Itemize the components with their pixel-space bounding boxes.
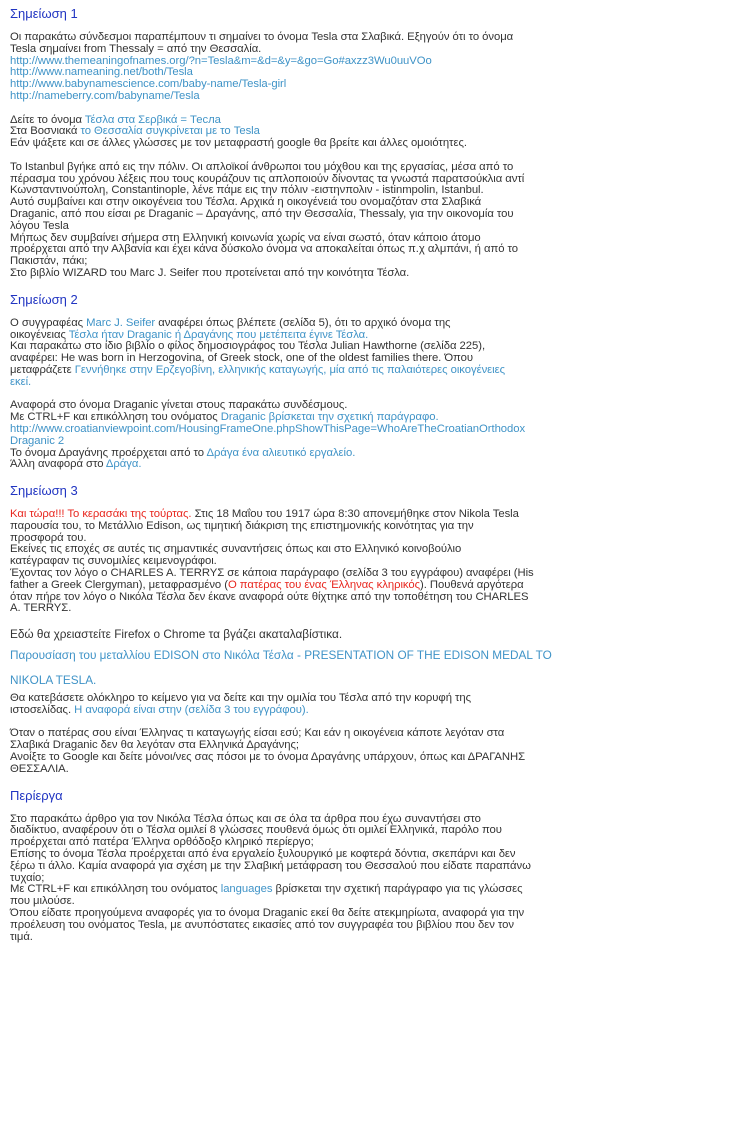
paragraph-line: Σλαβικά Draganic δεν θα λεγόταν στα Ελληνικά Δραγάνης; <box>10 739 299 752</box>
text-span: Με CTRL+F και επικόλληση του ονόματος <box>10 883 221 896</box>
paragraph-line: λόγου Tesla <box>10 219 69 232</box>
text-span: αναφέρει όπως βλέπετε (σελίδα 5), ότι το αρχικό όνομα της <box>155 316 451 329</box>
text-span: ). Πουθενά αργότερα <box>420 578 524 591</box>
paragraph-line: Κωνσταντινούπολη, Constantinople, λένε πάμε εις την πόλιν -ειστηνπολιν - istinmpolin, Istanbul. <box>10 184 484 197</box>
text-span: Δείτε το όνομα <box>10 113 85 126</box>
text-span: μεταφράζετε <box>10 363 75 376</box>
text-span: οικογένειας <box>10 328 69 341</box>
paragraph-line: ΘΕΣΣΑΛΙΑ. <box>10 762 69 775</box>
link-nameberry[interactable]: http://nameberry.com/babyname/Tesla <box>10 89 200 102</box>
text-span: father a Greek Clergyman), μεταφρασμένο ( <box>10 578 228 591</box>
link-born-herzegovina[interactable]: Γεννήθηκε στην Ερζεγοβίνη, ελληνικής καταγωγής, μία από τις παλαιότερες οικογένειες <box>74 363 505 376</box>
paragraph-line: Αυτό συμβαίνει και στην οικογένεια του Τέσλα. Αρχικά η οικογένειά του ονομαζόταν στα Σλαβικά <box>10 196 482 209</box>
text-span: Ο συγγραφέας <box>10 316 87 329</box>
paragraph-line: Tesla σημαίνει from Thessaly = από την Θεσσαλία. <box>10 42 262 55</box>
paragraph-line: πέρασμα του χρόνου λέξεις που τους κουράζουν τις απλοποιούν δίνοντας τα γνωστά παρατσούκλια αντί <box>10 172 525 185</box>
paragraph-line: κατέγραφαν τις συνομιλίες κειμενογράφοι. <box>10 555 217 568</box>
link-themeaningofnames[interactable]: http://www.themeaningofnames.org/?n=Tesla&m=&d=&y=&go=Go#axzz3Wu0uuVOo <box>10 54 432 67</box>
paragraph-line <box>10 365 726 377</box>
paragraph-line <box>10 580 726 592</box>
link-edison-medal-cont[interactable]: NIKOLA TESLA. <box>10 673 97 688</box>
paragraph-line: που μιλούσε. <box>10 895 75 908</box>
link-edison-medal[interactable]: Παρουσίαση του μεταλλίου EDISON στο Νικόλα Τέσλα - PRESENTATION OF THE EDISON MEDAL TO <box>10 648 552 663</box>
link-born-herzegovina-cont[interactable]: εκεί. <box>10 375 32 388</box>
text-span: Στα Βοσνιακά <box>10 125 81 138</box>
paragraph-line: Draganic, από που είσαι ρε Draganic – Δραγάνης, από την Θεσσαλία, Thessaly, για την οικονομία του <box>10 207 514 220</box>
link-marc-seifer[interactable]: Marc J. Seifer <box>86 316 156 329</box>
paragraph-line: Εδώ θα χρειαστείτε Firefox ο Chrome τα βγάζει ακαταλαβίστικα. <box>10 627 343 642</box>
link-draga-tool[interactable]: Δράγα ένα αλιευτικό εργαλείο. <box>206 446 356 459</box>
link-draganic-2[interactable]: Draganic 2 <box>10 434 65 447</box>
link-nameaning[interactable]: http://www.nameaning.net/both/Tesla <box>10 66 193 79</box>
paragraph-line: προέρχεται από την Αλβανία και έχει κάνα δύσκολο όνομα να αποκαλείται όπως π.χ αλμπάνι, ή από το <box>10 243 519 256</box>
paragraph-line: Εκείνες τις εποχές σε αυτές τις σημαντικές συναντήσεις όπως και στο Ελληνικό κοινοβούλιο <box>10 543 462 556</box>
section-heading-curious: Περίεργα <box>10 787 63 803</box>
text-span: ιστοσελίδας. <box>10 703 75 716</box>
link-draganic-paragraph[interactable]: Draganic βρίσκεται την σχετική παράγραφο. <box>220 411 439 424</box>
paragraph-line: παρουσία του, το Μετάλλιο Edison, ως τιμητική διάκριση της επιστημονικής κοινότητας για την <box>10 519 474 532</box>
link-languages[interactable]: languages <box>220 883 273 896</box>
link-draga[interactable]: Δράγα. <box>105 458 142 471</box>
text-span: Άλλη αναφορά στο <box>10 458 106 471</box>
link-babynamescience[interactable]: http://www.babynamescience.com/baby-name/Tesla-girl <box>10 78 287 91</box>
paragraph-line: Μήπως δεν συμβαίνει σήμερα στη Ελληνική κοινωνία χωρίς να είναι σωστό, όταν κάποιο άτομο <box>10 231 481 244</box>
link-croatianviewpoint[interactable]: http://www.croatianviewpoint.com/HousingFrameOne.phpShowThisPage=WhoAreTheCroatianOrthodox <box>10 422 526 435</box>
paragraph-line: προέλευση του ονόματος Tesla, με ανυπόστατες εικασίες από τον συγγραφέα του βιβλίου που δεν τον <box>10 918 515 931</box>
paragraph-line: Πακιστάν, πάκι; <box>10 255 88 268</box>
link-tesla-serbian[interactable]: Τέσλα στα Σερβικά = Тесла <box>84 113 221 126</box>
paragraph-line: Επίσης το όνομα Τέσλα προέρχεται από ένα εργαλείο ξυλουργικό με κοφτερά δόντια, σκεπάρνι και δεν <box>10 848 516 861</box>
paragraph-line: Όταν ο πατέρας σου είναι Έλληνας τι καταγωγής είσαι εσύ; Και εάν η οικογένεια κάποτε λεγόταν στα <box>10 727 505 740</box>
paragraph-line <box>10 884 726 896</box>
paragraph-line: Έχοντας τον λόγο ο CHARLES A. TERRYΣ σε κάποια παράγραφο (σελίδα 3 του εγγράφου) αναφέρει (His <box>10 567 534 580</box>
paragraph-line: Θα κατεβάσετε ολόκληρο το κείμενο για να δείτε και την ομιλία του Τέσλα από την κορυφή της <box>10 692 472 705</box>
paragraph-line <box>10 705 726 717</box>
paragraph-line: διαδίκτυο, αναφέρουν ότι ο Τέσλα ομιλεί 8 γλώσσες πουθενά όμως ότι ομιλεί Ελληνικά, παρόλο που <box>10 824 502 837</box>
paragraph-line: Το Istanbul βγήκε από εις την πόλιν. Οι απλοϊκοί άνθρωποι του μόχθου και της εργασίας, μέσα από το <box>10 160 514 173</box>
paragraph-line: Και παρακάτω στο ίδιο βιβλίο ο φίλος δημοσιογράφος του Τέσλα Julian Hawthorne (σελίδα 225), <box>10 340 486 353</box>
text-span: Με CTRL+F και επικόλληση του ονόματος <box>10 411 221 424</box>
paragraph-line: Ανοίξτε το Google και δείτε μόνοι/νες σας πόσοι με το όνομα Δραγάνης υπάρχουν, όπως και ΔΡΑΓΑΝΗΣ <box>10 751 526 764</box>
highlight-cherry-on-top: Και τώρα!!! Το κερασάκι της τούρτας. <box>10 508 192 521</box>
section-heading-note-1: Σημείωση 1 <box>10 6 78 21</box>
section-heading-note-2: Σημείωση 2 <box>10 291 78 307</box>
paragraph-line: προέρχεται από πατέρα Έλληνα ορθόδοξο κληρικό περίεργο; <box>10 836 314 849</box>
paragraph-line: Στο βιβλίο WIZARD του Marc J. Seifer που προτείνεται από την κοινότητα Τέσλα. <box>10 266 410 279</box>
paragraph-line: A. TERRYΣ. <box>10 602 72 615</box>
paragraph-line: Στο παρακάτω άρθρο για τον Νικόλα Τέσλα όπως και σε όλα τα άρθρα που έχω συναντήσει στο <box>10 812 481 825</box>
paragraph-line: ξέρω τι άλλο. Καμία αναφορά για σχέση με την Σλαβική μετάφραση του Θεσσαλού που είδατε παραπάνω <box>10 859 531 872</box>
paragraph-line: όταν πήρε τον λόγο ο Νικόλα Τέσλα δεν έκανε αναφορά ούτε θίχτηκε από την τοποθέτηση του CHARLES <box>10 590 529 603</box>
text-span: Στις 18 Μαΐου του 1917 ώρα 8:30 απονεμήθηκε στον Nikola Tesla <box>191 508 519 521</box>
link-reference-page-3[interactable]: Η αναφορά είναι στην (σελίδα 3 του εγγράφου). <box>74 703 309 716</box>
paragraph-line: αναφέρει: He was born in Herzogovina, of Greek stock, one of the oldest families there. Όπου <box>10 352 473 365</box>
paragraph-line: προσφορά του. <box>10 531 87 544</box>
paragraph-line: Εάν ψάξετε και σε άλλες γλώσσες με τον μεταφραστή google θα βρείτε και άλλες ομοιότητες. <box>10 137 467 150</box>
text-span: Το όνομα Δραγάνης προέρχεται από το <box>10 446 207 459</box>
text-span: βρίσκεται την σχετική παράγραφο για τις γλώσσες <box>272 883 523 896</box>
section-heading-note-3: Σημείωση 3 <box>10 483 78 499</box>
paragraph-line: Οι παρακάτω σύνδεσμοι παραπέμπουν τι σημαίνει το όνομα Tesla στα Σλαβικά. Εξηγούν ότι το όνομα <box>10 31 514 43</box>
paragraph-line: τυχαίο; <box>10 871 45 884</box>
highlight-greek-clergyman: Ο πατέρας του ένας Έλληνας κληρικός <box>227 578 421 591</box>
link-tesla-draganic[interactable]: Τέσλα ήταν Draganic ή Δραγάνης που μετέπειτα έγινε Τέσλα. <box>68 328 369 341</box>
paragraph-line: Όπου είδατε προηγούμενα αναφορές για το όνομα Draganic εκεί θα δείτε ατεκμηρίωτα, αναφορά για την <box>10 907 525 920</box>
link-thessaly-bosnian[interactable]: το Θεσσαλία συγκρίνεται με το Tesla <box>80 125 260 138</box>
paragraph-line <box>10 459 726 471</box>
paragraph-line: Αναφορά στο όνομα Draganic γίνεται στους παρακάτω συνδέσμους. <box>10 399 348 412</box>
paragraph-line: τιμά. <box>10 930 33 943</box>
